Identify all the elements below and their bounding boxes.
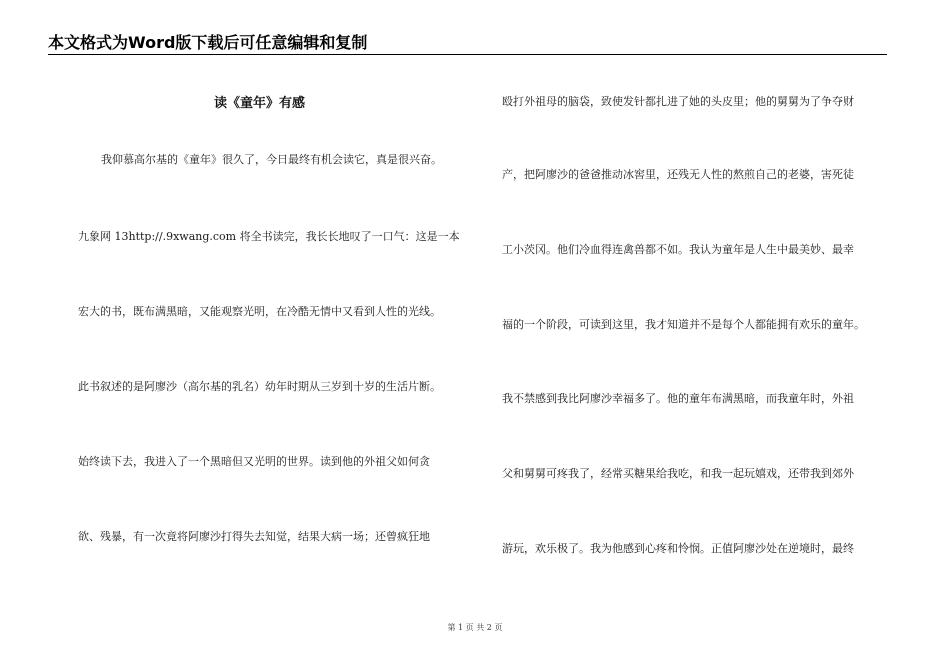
left-paragraph-line: 始终读下去，我进入了一个黑暗但又光明的世界。读到他的外祖父如何贪	[78, 455, 430, 468]
right-paragraph-line: 父和舅舅可疼我了，经常买糖果给我吃，和我一起玩嬉戏，还带我到郊外	[502, 467, 854, 480]
page-number: 第 1 页 共 2 页	[447, 623, 503, 632]
right-paragraph-line: 工小茨冈。他们冷血得连禽兽都不如。我认为童年是人生中最美妙、最幸	[502, 243, 854, 256]
right-paragraph-line: 我不禁感到我比阿廖沙幸福多了。他的童年布满黑暗，而我童年时，外祖	[502, 392, 854, 405]
left-paragraph-line: 欲、残暴，有一次竟将阿廖沙打得失去知觉，结果大病一场；还曾疯狂地	[78, 530, 430, 543]
document-banner: 本文格式为Word版下载后可任意编辑和复制	[48, 33, 368, 52]
right-paragraph-line: 游玩，欢乐极了。我为他感到心疼和怜悯。正值阿廖沙处在逆境时，最终	[502, 542, 854, 555]
left-paragraph-line: 我仰慕高尔基的《童年》很久了，今日最终有机会读它，真是很兴奋。	[101, 153, 442, 166]
left-paragraph-line: 九象网 13http://.9xwang.com 将全书读完，我长长地叹了一口气：这是一本	[78, 230, 460, 243]
document-title: 读《童年》有感	[214, 96, 306, 111]
left-paragraph-line: 此书叙述的是阿廖沙（高尔基的乳名）幼年时期从三岁到十岁的生活片断。	[78, 380, 441, 393]
right-paragraph-line: 福的一个阶段，可读到这里，我才知道并不是每个人都能拥有欢乐的童年。	[502, 318, 865, 331]
left-paragraph-line: 宏大的书，既布满黑暗，又能观察光明，在冷酷无情中又看到人性的光线。	[78, 305, 441, 318]
right-paragraph-line: 殴打外祖母的脑袋，致使发针都扎进了她的头皮里；他的舅舅为了争夺财	[502, 95, 854, 108]
banner-divider	[48, 54, 887, 55]
right-paragraph-line: 产，把阿廖沙的爸爸推动冰窖里，还残无人性的熬煎自己的老婆，害死徒	[502, 168, 854, 181]
